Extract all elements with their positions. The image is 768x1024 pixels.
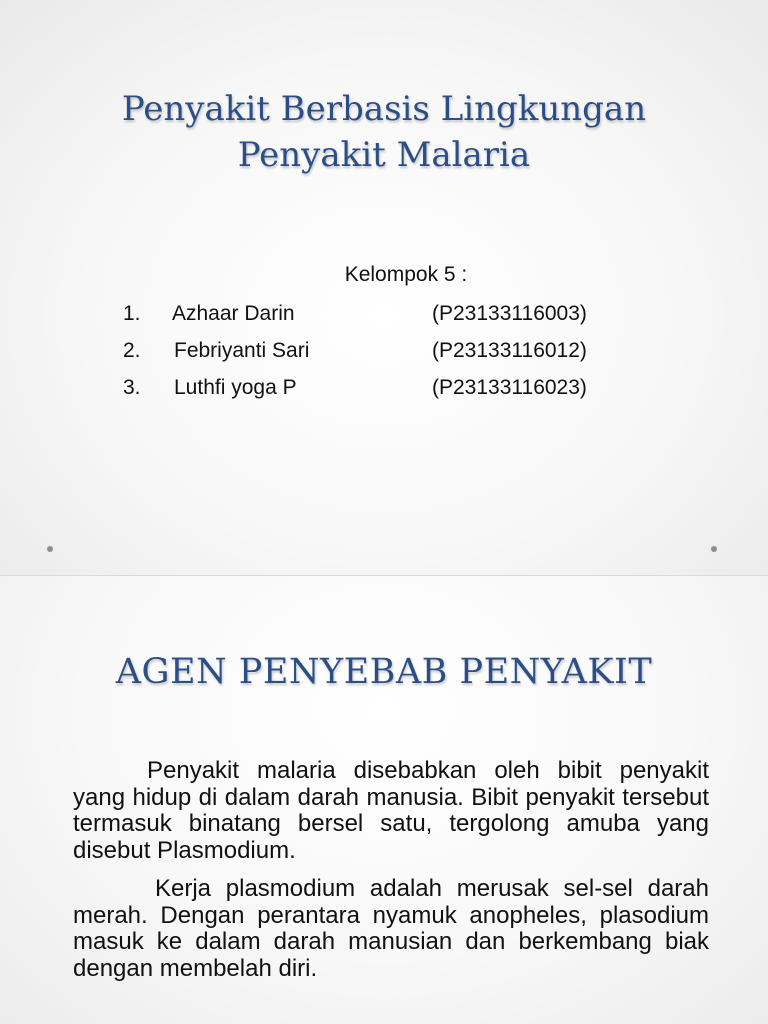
paragraph-2: Kerja plasmodium adalah merusak sel-sel darah merah. Dengan perantara nyamuk anopheles, plasodium masuk ke dalam darah manusian dan berkembang biak dengan membelah diri. — [73, 875, 709, 982]
slide-nav-dot-right — [711, 546, 717, 552]
member-name: Febriyanti Sari — [174, 339, 310, 362]
member-item — [0, 372, 768, 409]
member-code: (P23133116003) — [432, 302, 587, 325]
member-number: 3. — [123, 376, 141, 399]
slide-1-title — [0, 86, 768, 178]
paragraph-1: Penyakit malaria disebabkan oleh bibit penyakit yang hidup di dalam darah manusia. Bibit penyakit tersebut termasuk binatang bersel satu, tergolong amuba yang disebut Plasmodium. — [73, 757, 709, 864]
slide-nav-dot-left — [47, 546, 53, 552]
slide-2 — [0, 576, 768, 1024]
member-name: Azhaar Darin — [172, 302, 295, 325]
member-name: Luthfi yoga P — [174, 376, 297, 399]
member-list — [0, 298, 768, 409]
group-heading: Kelompok 5 : — [344, 263, 468, 286]
slide-2-body — [73, 758, 709, 994]
member-item — [0, 335, 768, 372]
member-number: 1. — [123, 302, 141, 325]
title-line-1: Penyakit Berbasis Lingkungan — [121, 89, 647, 129]
member-code: (P23133116023) — [432, 376, 587, 399]
member-item — [0, 298, 768, 335]
member-number: 2. — [123, 339, 141, 362]
member-code: (P23133116012) — [432, 339, 587, 362]
slide-2-title: AGEN PENYEBAB PENYAKIT — [115, 652, 653, 692]
title-line-2: Penyakit Malaria — [237, 135, 531, 175]
